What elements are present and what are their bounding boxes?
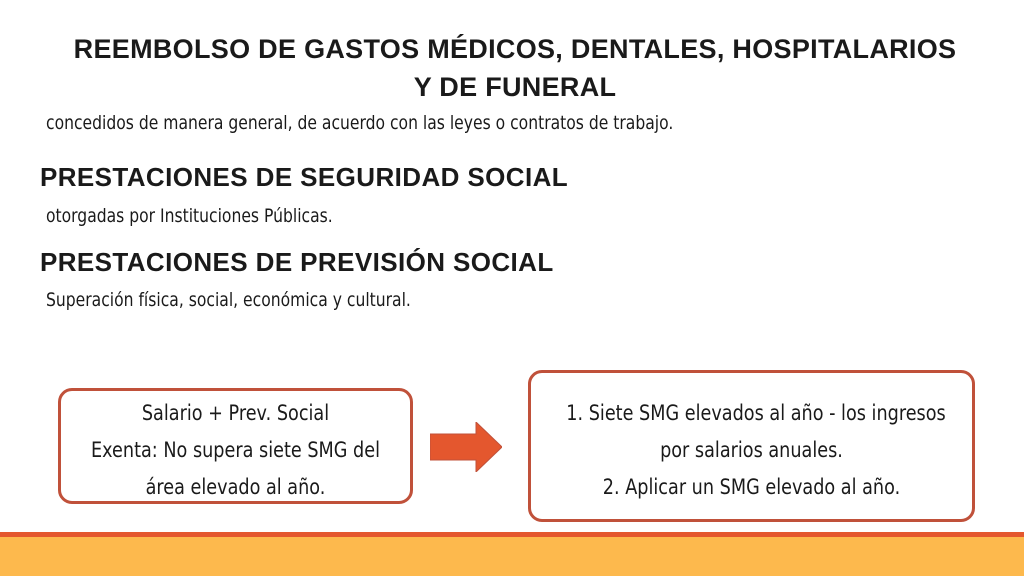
footer-bar (0, 537, 1024, 576)
salary-box-line1: Salario + Prev. Social (141, 401, 330, 425)
conditions-box (528, 370, 975, 522)
salary-box-line2: Exenta: No supera siete SMG del (90, 438, 381, 462)
right-arrow-icon (430, 422, 502, 472)
seguridad-subtitle: otorgadas por Instituciones Públicas. (46, 205, 333, 227)
conditions-box-line1: 1. Siete SMG elevados al año - los ingresos (566, 401, 946, 425)
slide-title (30, 30, 1000, 106)
salary-box-line3: área elevado al año. (145, 475, 326, 499)
slide-title-line2: Y DE FUNERAL (413, 72, 617, 102)
salary-box (58, 388, 413, 504)
reembolso-subtitle: concedidos de manera general, de acuerdo con las leyes o contratos de trabajo. (46, 112, 674, 134)
conditions-box-line2: por salarios anuales. (660, 438, 843, 462)
conditions-box-line3: 2. Aplicar un SMG elevado al año. (602, 475, 901, 499)
slide-title-line1: REEMBOLSO DE GASTOS MÉDICOS, DENTALES, HOSPITALARIOS (73, 34, 957, 64)
seguridad-heading: PRESTACIONES DE SEGURIDAD SOCIAL (40, 162, 569, 192)
prevision-heading: PRESTACIONES DE PREVISIÓN SOCIAL (40, 247, 554, 277)
prevision-subtitle: Superación física, social, económica y cultural. (46, 289, 411, 311)
